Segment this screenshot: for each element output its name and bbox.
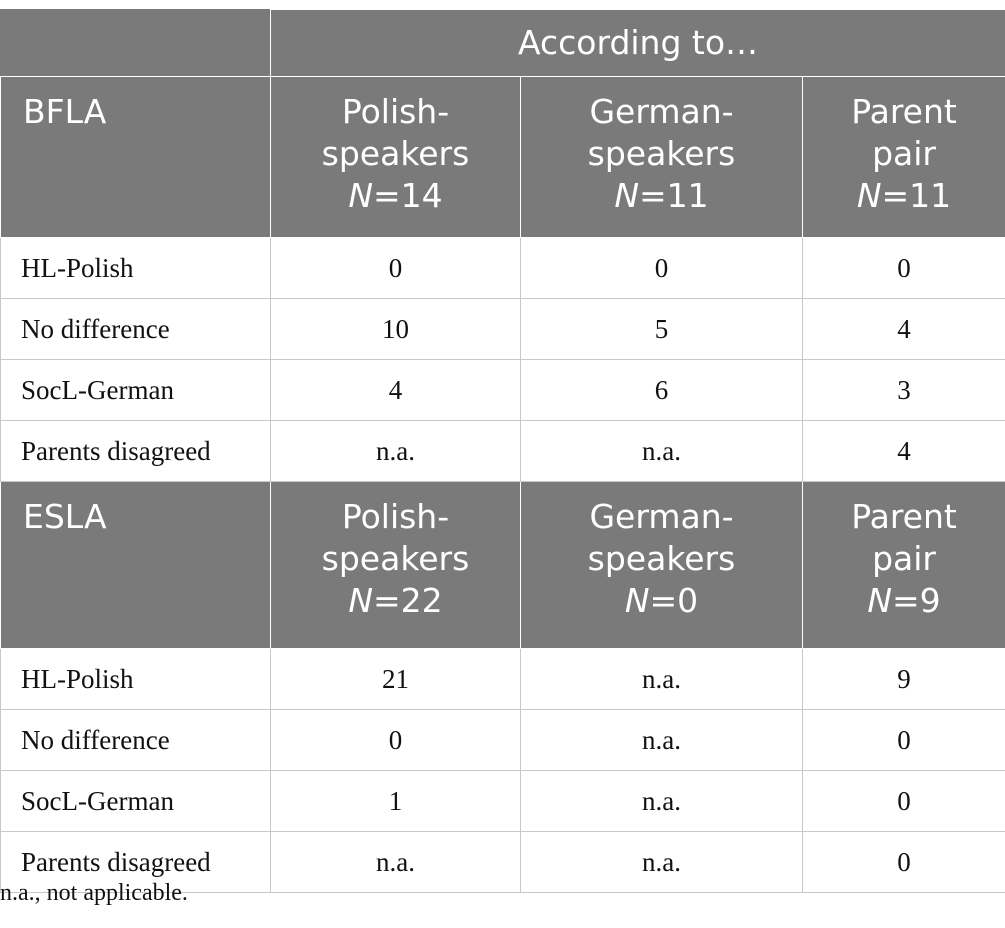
row-label: No difference bbox=[1, 710, 271, 771]
column-header-german-speakers: German- speakers N=11 bbox=[521, 77, 803, 238]
column-header-parent-pair: Parent pair N=11 bbox=[803, 77, 1005, 238]
table-cell: 0 bbox=[271, 238, 521, 299]
table-cell: 0 bbox=[271, 710, 521, 771]
table-cell: 0 bbox=[521, 238, 803, 299]
table-cell: 1 bbox=[271, 771, 521, 832]
table-cell: 9 bbox=[803, 649, 1005, 710]
row-label: Parents disagreed bbox=[1, 421, 271, 482]
table-cell: 0 bbox=[803, 771, 1005, 832]
table-cell: 6 bbox=[521, 360, 803, 421]
table-cell: n.a. bbox=[271, 832, 521, 893]
row-label: Parents disagreed bbox=[1, 832, 271, 893]
table-cell: n.a. bbox=[521, 710, 803, 771]
table-cell: 10 bbox=[271, 299, 521, 360]
table-row bbox=[1, 710, 1005, 771]
table-cell: n.a. bbox=[271, 421, 521, 482]
table-cell: 4 bbox=[271, 360, 521, 421]
row-label: SocL-German bbox=[1, 360, 271, 421]
table-cell: 5 bbox=[521, 299, 803, 360]
group-header-row bbox=[1, 77, 1005, 238]
column-header-polish-speakers: Polish- speakers N=14 bbox=[271, 77, 521, 238]
table-row bbox=[1, 360, 1005, 421]
table-cell: 0 bbox=[803, 238, 1005, 299]
column-header-parent-pair: Parent pair N=9 bbox=[803, 482, 1005, 649]
column-header-polish-speakers: Polish- speakers N=22 bbox=[271, 482, 521, 649]
table-cell: n.a. bbox=[521, 421, 803, 482]
table-row bbox=[1, 421, 1005, 482]
group-label: ESLA bbox=[1, 482, 271, 649]
table-footnote: n.a., not applicable. bbox=[0, 880, 188, 906]
group-header-row bbox=[1, 482, 1005, 649]
table-row bbox=[1, 771, 1005, 832]
table-cell: 0 bbox=[803, 710, 1005, 771]
table-cell: 3 bbox=[803, 360, 1005, 421]
table-row bbox=[1, 238, 1005, 299]
table-cell: n.a. bbox=[521, 771, 803, 832]
column-header-german-speakers: German- speakers N=0 bbox=[521, 482, 803, 649]
row-label: No difference bbox=[1, 299, 271, 360]
table-cell: n.a. bbox=[521, 832, 803, 893]
group-label: BFLA bbox=[1, 77, 271, 238]
row-label: SocL-German bbox=[1, 771, 271, 832]
table-cell: n.a. bbox=[521, 649, 803, 710]
row-label: HL-Polish bbox=[1, 238, 271, 299]
table-row bbox=[1, 299, 1005, 360]
table-header-row bbox=[1, 10, 1005, 77]
row-label: HL-Polish bbox=[1, 649, 271, 710]
table-cell: 4 bbox=[803, 421, 1005, 482]
table-cell: 0 bbox=[803, 832, 1005, 893]
according-to-header: According to… bbox=[271, 10, 1005, 77]
table-cell: 4 bbox=[803, 299, 1005, 360]
table-row bbox=[1, 649, 1005, 710]
header-blank-cell bbox=[1, 10, 271, 77]
results-table bbox=[0, 9, 1005, 893]
table-cell: 21 bbox=[271, 649, 521, 710]
